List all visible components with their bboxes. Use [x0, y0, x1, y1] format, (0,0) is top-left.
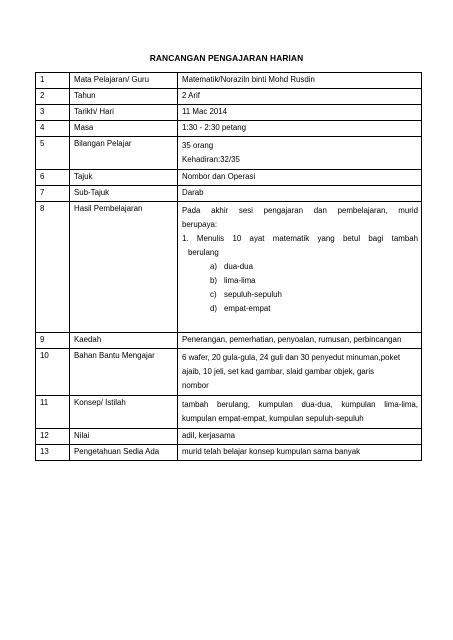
row-number: 8	[36, 202, 70, 333]
table-row	[36, 445, 422, 461]
row-number: 1	[36, 73, 70, 89]
table-row	[36, 105, 422, 121]
row-value: adil, kerjasama	[178, 429, 422, 445]
objective-point: 1. Menulis 10 ayat matematik yang betul bagi tambah	[182, 234, 418, 243]
row-label: Kaedah	[70, 333, 178, 349]
row-number: 5	[36, 137, 70, 170]
value-line: 35 orang	[182, 141, 214, 150]
row-number: 9	[36, 333, 70, 349]
table-row	[36, 170, 422, 186]
table-row	[36, 429, 422, 445]
row-number: 7	[36, 186, 70, 202]
row-label: Mata Pelajaran/ Guru	[70, 73, 178, 89]
row-number: 3	[36, 105, 70, 121]
objective-intro-cont: berupaya:	[182, 220, 218, 229]
row-value	[178, 349, 422, 396]
table-row	[36, 137, 422, 170]
row-label: Masa	[70, 121, 178, 137]
value-line: nombor	[182, 381, 209, 390]
objective-sub-item	[182, 288, 418, 302]
value-line: tambah berulang, kumpulan dua-dua, kumpulan lima-lima,	[182, 400, 418, 409]
sub-item-text: empat-empat	[224, 304, 271, 313]
table-row	[36, 333, 422, 349]
row-value: murid telah belajar konsep kumpulan sama banyak	[178, 445, 422, 461]
sub-item-text: dua-dua	[224, 262, 253, 271]
table-row	[36, 73, 422, 89]
sub-item-text: lima-lima	[224, 276, 256, 285]
value-line: Kehadiran:32/35	[182, 155, 240, 164]
row-label: Bahan Bantu Mengajar	[70, 349, 178, 396]
row-number: 11	[36, 396, 70, 429]
row-label: Sub-Tajuk	[70, 186, 178, 202]
sub-item-letter: d)	[210, 304, 218, 313]
row-number: 6	[36, 170, 70, 186]
row-label: Tajuk	[70, 170, 178, 186]
row-label: Tahun	[70, 89, 178, 105]
row-label: Bilangan Pelajar	[70, 137, 178, 170]
row-value: Matematik/Noraziln binti Mohd Rusdin	[178, 73, 422, 89]
row-value: Nombor dan Operasi	[178, 170, 422, 186]
value-line: ajaib, 10 jeli, set kad gambar, slaid gambar objek, garis	[182, 367, 375, 376]
row-value: Darab	[178, 186, 422, 202]
row-value: 11 Mac 2014	[178, 105, 422, 121]
table-row	[36, 89, 422, 105]
row-number: 13	[36, 445, 70, 461]
lesson-plan-table	[35, 72, 422, 461]
sub-item-letter: a)	[210, 262, 218, 271]
row-value: 1:30 - 2:30 petang	[178, 121, 422, 137]
row-number: 4	[36, 121, 70, 137]
row-label: Nilai	[70, 429, 178, 445]
row-label: Konsep/ Istilah	[70, 396, 178, 429]
table-row	[36, 349, 422, 396]
objective-sub-item	[182, 302, 418, 316]
sub-item-letter: c)	[210, 290, 217, 299]
row-label: Hasil Pembelajaran	[70, 202, 178, 333]
table-row	[36, 186, 422, 202]
value-line: 6 wafer, 20 gula-gula, 24 guli dan 30 penyedut minuman,poket	[182, 353, 401, 362]
row-number: 12	[36, 429, 70, 445]
table-row	[36, 396, 422, 429]
row-value: Penerangan, pemerhatian, penyoalan, rumusan, perbincangan	[178, 333, 422, 349]
table-row	[36, 121, 422, 137]
objective-point-cont: berulang	[188, 248, 219, 257]
row-value: 2 Arif	[178, 89, 422, 105]
row-number: 10	[36, 349, 70, 396]
row-value	[178, 137, 422, 170]
value-line: kumpulan empat-empat, kumpulan sepuluh-sepuluh	[182, 414, 364, 423]
row-value	[178, 202, 422, 333]
objective-sub-item	[182, 260, 418, 274]
objective-sub-item	[182, 274, 418, 288]
objective-intro: Pada akhir sesi pengajaran dan pembelajaran, murid	[182, 206, 418, 215]
row-value	[178, 396, 422, 429]
row-number: 2	[36, 89, 70, 105]
row-label: Tarikh/ Hari	[70, 105, 178, 121]
table-row	[36, 202, 422, 333]
sub-item-letter: b)	[210, 276, 218, 285]
row-label: Pengetahuan Sedia Ada	[70, 445, 178, 461]
document-title: RANCANGAN PENGAJARAN HARIAN	[149, 53, 304, 63]
sub-item-text: sepuluh-sepuluh	[224, 290, 282, 299]
